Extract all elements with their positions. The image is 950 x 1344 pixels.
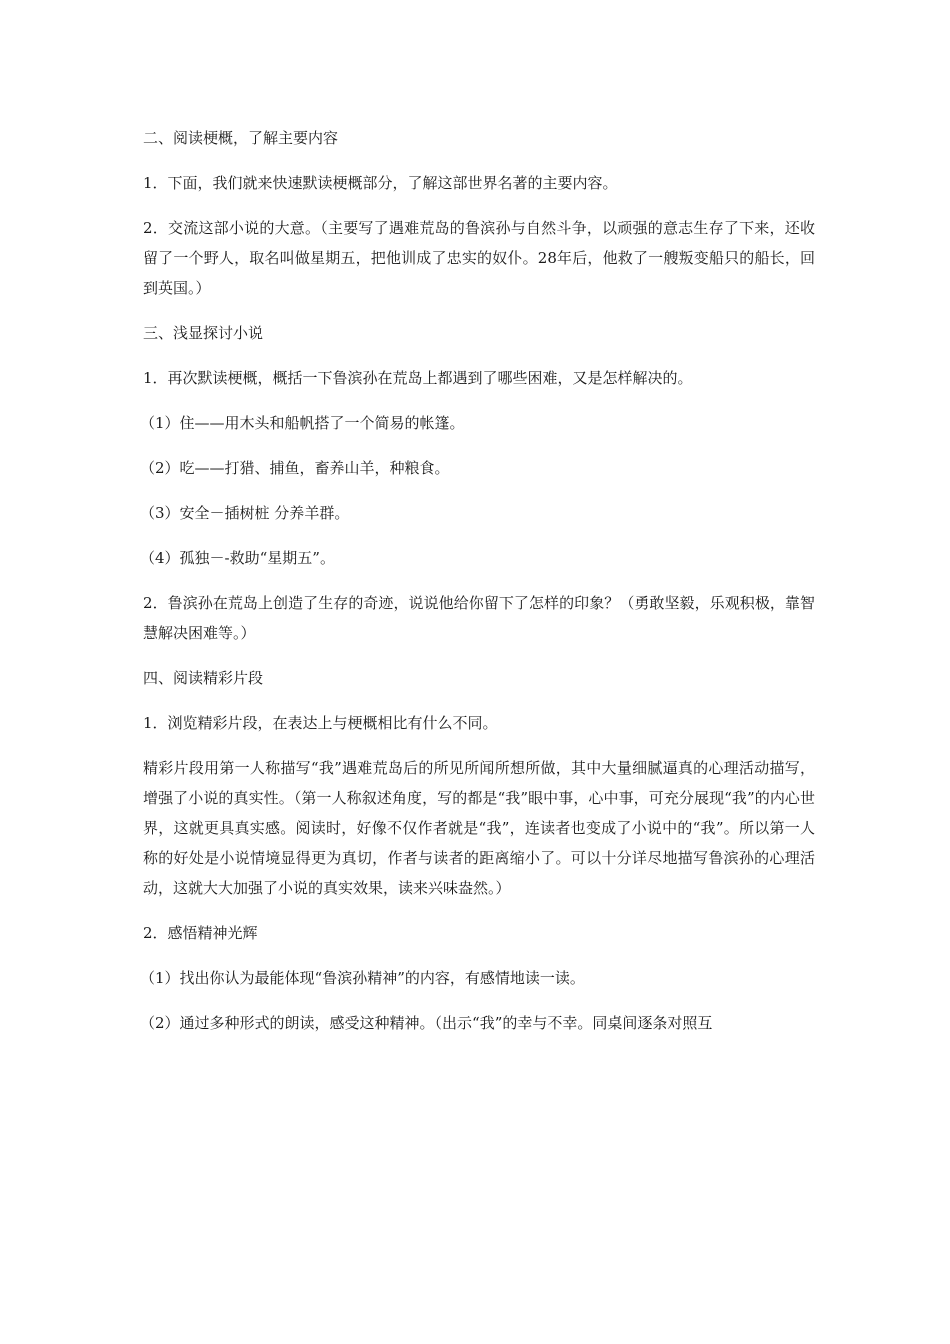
paragraph: 1．再次默读梗概，概括一下鲁滨孙在荒岛上都遇到了哪些困难，又是怎样解决的。 xyxy=(143,369,693,387)
list-item: （2）通过多种形式的朗读，感受这种精神。（出示“我”的幸与不幸。同桌间逐条对照互 xyxy=(140,1014,713,1032)
document-body xyxy=(140,123,815,1053)
list-item: （1）住——用木头和船帆搭了一个简易的帐篷。 xyxy=(140,414,465,432)
list-item: （4）孤独－-救助“星期五”。 xyxy=(140,549,335,567)
section-heading-2: 二、阅读梗概，了解主要内容 xyxy=(143,129,339,147)
paragraph: 2．交流这部小说的大意。（主要写了遇难荒岛的鲁滨孙与自然斗争，以顽强的意志生存了下来，还收留了一个野人，取名叫做星期五，把他训成了忠实的奴仆。28年后，他救了一艘叛变船只的船长，回到英国。） xyxy=(143,219,815,297)
paragraph: 1．下面，我们就来快速默读梗概部分，了解这部世界名著的主要内容。 xyxy=(143,174,618,192)
section-heading-4: 四、阅读精彩片段 xyxy=(143,669,264,687)
paragraph: 2．鲁滨孙在荒岛上创造了生存的奇迹，说说他给你留下了怎样的印象？（勇敢坚毅，乐观积极，靠智慧解决困难等。） xyxy=(143,594,815,642)
paragraph: 1．浏览精彩片段，在表达上与梗概相比有什么不同。 xyxy=(143,714,498,732)
paragraph: 精彩片段用第一人称描写“我”遇难荒岛后的所见所闻所想所做，其中大量细腻逼真的心理活动描写，增强了小说的真实性。（第一人称叙述角度，写的都是“我”眼中事，心中事，可充分展现“我”的内心世界，这就更具真实感。阅读时，好像不仅作者就是“我”，连读者也变成了小说中的“我”。所以第一人称的好处是小说情境显得更为真切，作者与读者的距离缩小了。可以十分详尽地描写鲁滨孙的心理活动，这就大大加强了小说的真实效果，读来兴味盎然。） xyxy=(143,759,815,897)
section-heading-3: 三、浅显探讨小说 xyxy=(143,324,264,342)
list-item: （1）找出你认为最能体现“鲁滨孙精神”的内容，有感情地读一读。 xyxy=(140,969,585,987)
list-item: （3）安全－插树桩 分养羊群。 xyxy=(140,504,350,522)
list-item: （2）吃——打猎、捕鱼，畜养山羊，种粮食。 xyxy=(140,459,450,477)
paragraph: 2．感悟精神光辉 xyxy=(143,924,258,942)
